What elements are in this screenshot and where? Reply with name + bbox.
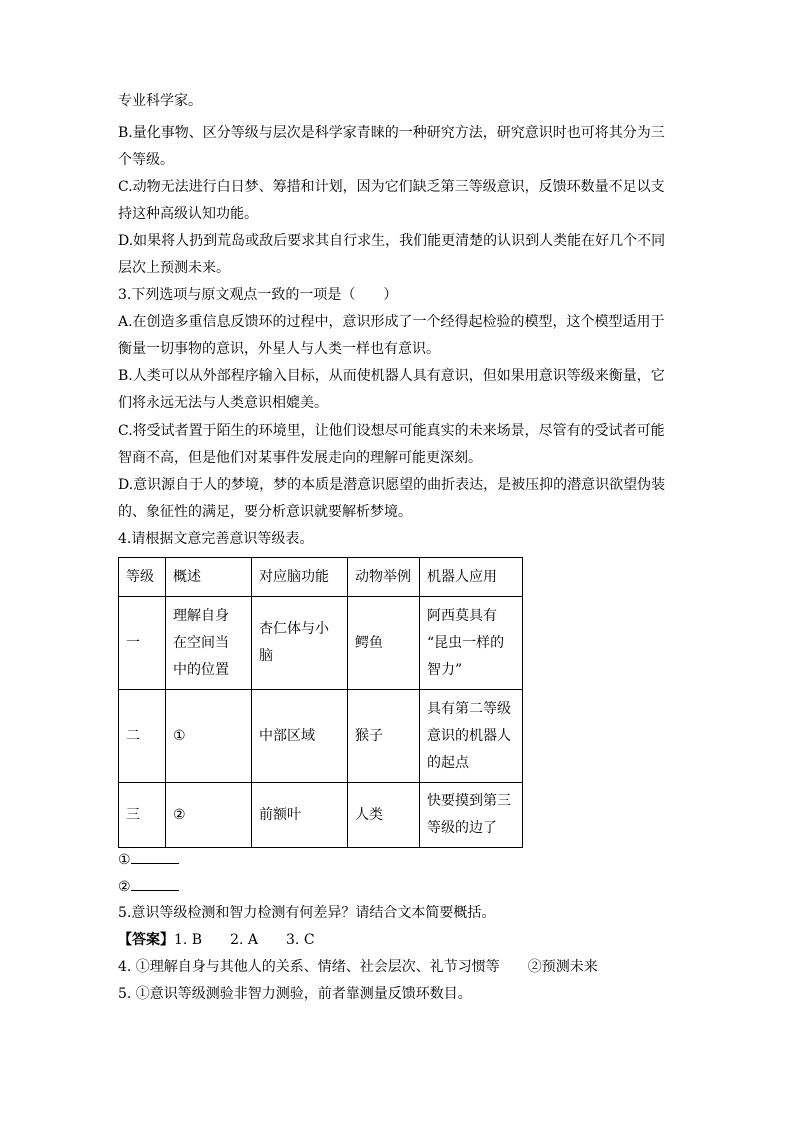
table-cell: 人类 <box>348 783 420 848</box>
option-b-line: B.量化事物、区分等级与层次是科学家青睐的一种研究方法，研究意识时也可将其分为三 <box>118 125 665 141</box>
table-cell: 中部区域 <box>252 690 348 783</box>
table-cell: 前额叶 <box>252 783 348 848</box>
answer-blank-2 <box>118 876 179 897</box>
question-4: 4.请根据文意完善意识等级表。 <box>118 531 314 547</box>
table-cell: 三 <box>119 783 166 848</box>
table-cell: 鳄鱼 <box>348 597 420 690</box>
table-cell: 阿西莫具有 “昆虫一样的 智力” <box>420 597 523 690</box>
answer-blank-1 <box>118 849 179 870</box>
answer-choices: 1. B 2. A 3. C <box>174 932 315 948</box>
table-row <box>119 597 523 690</box>
blank-marker: ② <box>118 879 131 895</box>
table-cell: 快要摸到第三 等级的边了 <box>420 783 523 848</box>
option-d-line: D.意识源自于人的梦境，梦的本质是潜意识愿望的曲折表达，是被压抑的潜意识欲望伪装 <box>118 477 666 493</box>
text-line: 智商不高，但是他们对某事件发展走向的理解可能更深刻。 <box>118 450 482 466</box>
question-3: 3.下列选项与原文观点一致的一项是（ ） <box>118 287 398 303</box>
table-cell: 猴子 <box>348 690 420 783</box>
table-header-cell: 动物举例 <box>348 558 420 597</box>
table-cell: 一 <box>119 597 166 690</box>
option-c-line: C.将受试者置于陌生的环境里，让他们设想尽可能真实的未来场景，尽管有的受试者可能 <box>118 423 665 439</box>
option-c-line: C.动物无法进行白日梦、筹措和计划，因为它们缺乏第三等级意识，反馈环数量不足以支 <box>118 179 665 195</box>
text-line: 专业科学家。 <box>118 93 202 109</box>
table-cell: 理解自身 在空间当 中的位置 <box>166 597 252 690</box>
option-b-line: B.人类可以从外部程序输入目标，从而使机器人具有意识，但如果用意识等级来衡量，它 <box>118 368 665 384</box>
table-cell: ① <box>166 690 252 783</box>
blank-underline <box>131 876 179 891</box>
table-header-cell: 对应脑功能 <box>252 558 348 597</box>
text-line: 们将永远无法与人类意识相媲美。 <box>118 395 328 411</box>
table-row <box>119 690 523 783</box>
table-cell: ② <box>166 783 252 848</box>
question-5: 5.意识等级检测和智力检测有何差异？请结合文本简要概括。 <box>118 905 496 921</box>
table-header-row <box>119 558 523 597</box>
answer-tag: 【答案】 <box>118 932 174 948</box>
text-line: 持这种高级认知功能。 <box>118 206 258 222</box>
text-line: 衡量一切事物的意识，外星人与人类一样也有意识。 <box>118 341 440 357</box>
blank-marker: ① <box>118 852 131 868</box>
table-cell: 杏仁体与小 脑 <box>252 597 348 690</box>
table-header-cell: 概述 <box>166 558 252 597</box>
table-header-cell: 机器人应用 <box>420 558 523 597</box>
option-a-line: A.在创造多重信息反馈环的过程中，意识形成了一个经得起检验的模型，这个模型适用于 <box>118 314 665 330</box>
table-cell: 二 <box>119 690 166 783</box>
answer-line <box>118 930 315 950</box>
option-d-line: D.如果将人扔到荒岛或敌后要求其自行求生，我们能更清楚的认识到人类能在好几个不同 <box>118 233 666 249</box>
table-cell: 具有第二等级 意识的机器人 的起点 <box>420 690 523 783</box>
text-line: 个等级。 <box>118 152 174 168</box>
blank-underline <box>131 849 179 864</box>
answer-5: 5. ①意识等级测验非智力测验，前者靠测量反馈环数目。 <box>118 986 472 1002</box>
text-line: 层次上预测未来。 <box>118 260 230 276</box>
consciousness-level-table <box>118 557 523 848</box>
answer-4: 4. ①理解自身与其他人的关系、情绪、社会层次、礼节习惯等 ②预测未来 <box>118 959 598 975</box>
text-line: 的、象征性的满足，要分析意识就要解析梦境。 <box>118 504 412 520</box>
table-header-cell: 等级 <box>119 558 166 597</box>
table-row <box>119 783 523 848</box>
